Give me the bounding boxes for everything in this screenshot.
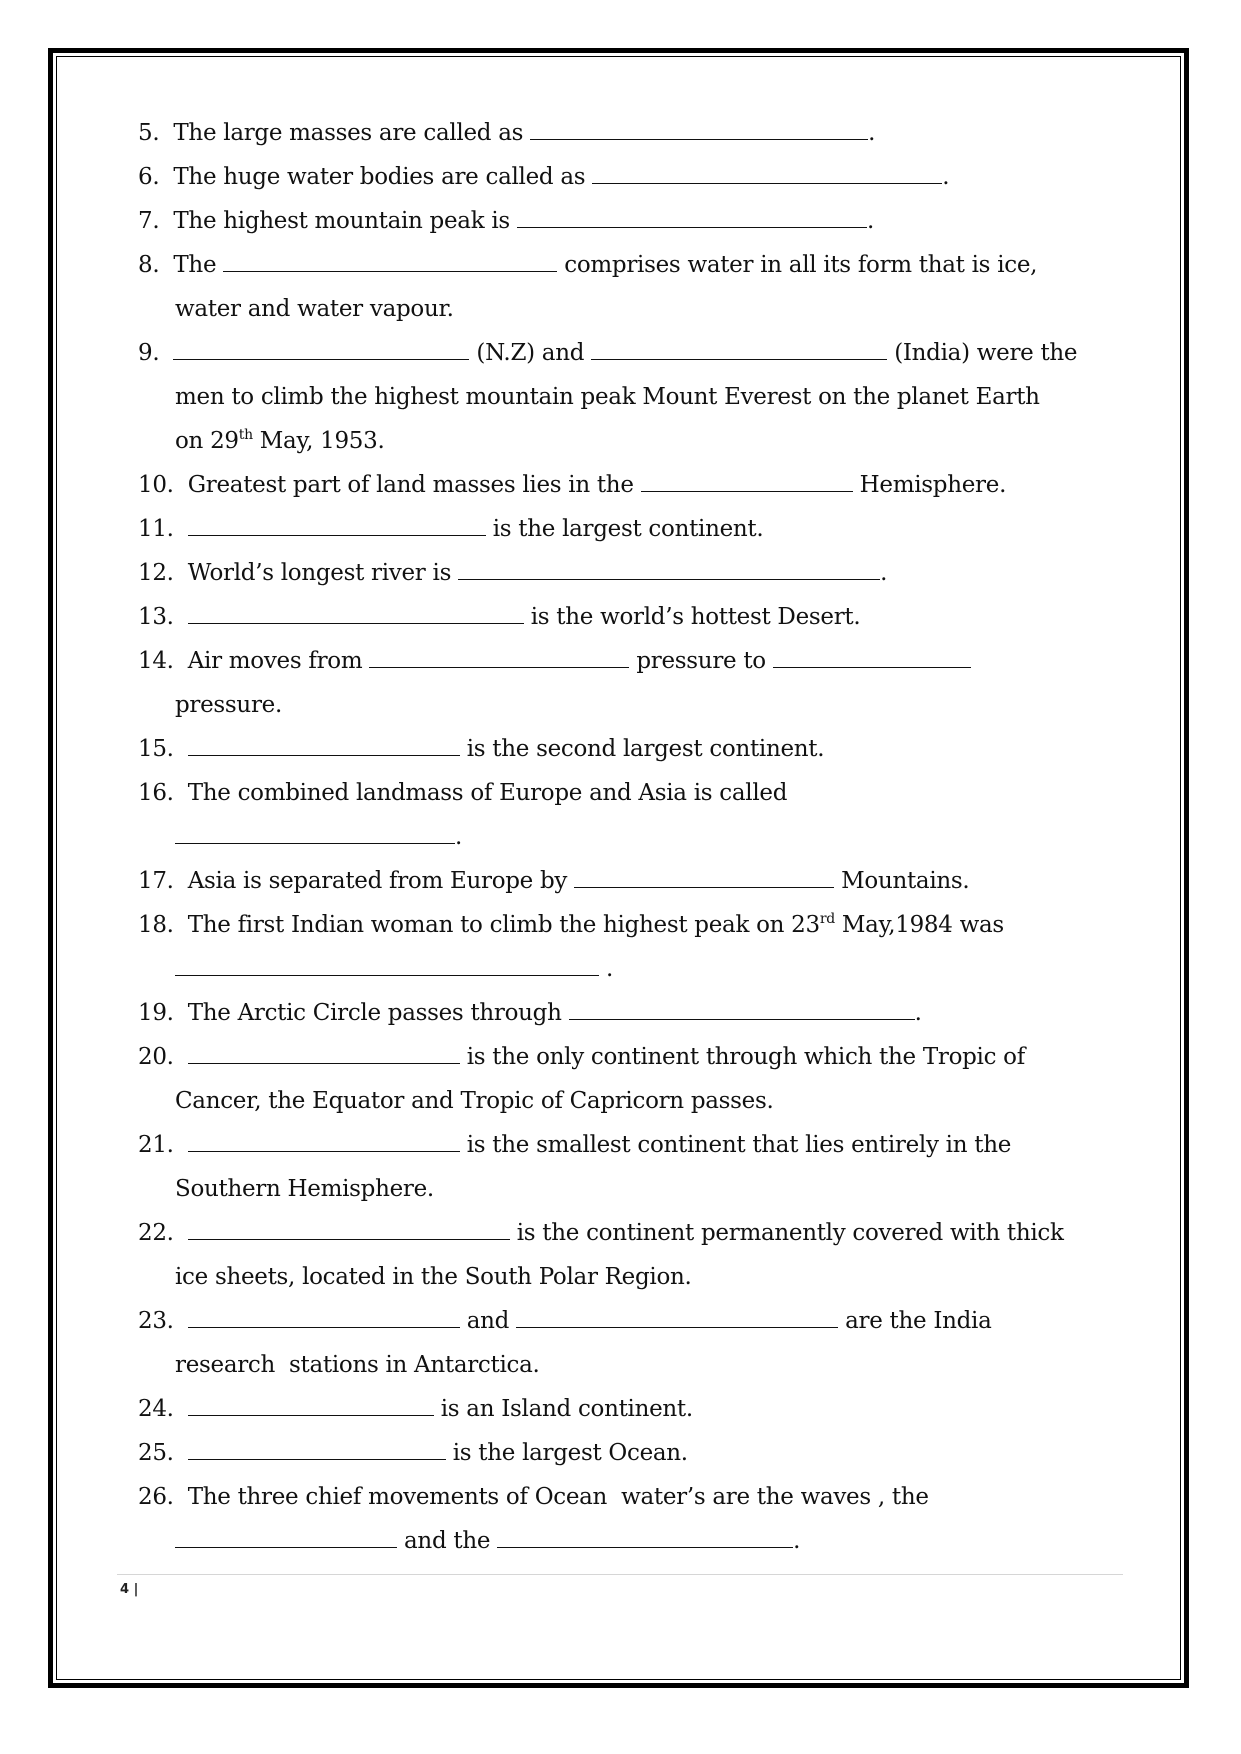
question-22-continued: [175, 1262, 692, 1292]
answer-blank[interactable]: [188, 1439, 446, 1460]
question-number: 16.: [138, 780, 174, 806]
question-text: men to climb the highest mountain peak Mount Everest on the planet Earth: [175, 384, 1040, 410]
question-text: is the only continent through which the Tropic of: [466, 1044, 1025, 1070]
question-text: is the smallest continent that lies entirely in the: [466, 1132, 1012, 1158]
question-text: Hemisphere.: [859, 472, 1007, 498]
question-text: and: [466, 1308, 510, 1334]
question-number: 19.: [138, 1000, 174, 1026]
question-25: [138, 1438, 688, 1468]
ordinal-suffix: rd: [819, 911, 835, 927]
punctuation: .: [942, 164, 950, 190]
question-23: [138, 1306, 992, 1336]
answer-blank[interactable]: [175, 955, 599, 976]
answer-blank[interactable]: [517, 207, 867, 228]
question-text: are the India: [845, 1308, 992, 1334]
question-number: 8.: [138, 252, 160, 278]
answer-blank[interactable]: [175, 1527, 397, 1548]
question-18-continued: [175, 954, 613, 984]
question-24: [138, 1394, 693, 1424]
question-number: 5.: [138, 120, 160, 146]
footer-divider: [117, 1574, 1123, 1575]
question-12: [138, 558, 887, 588]
question-number: 21.: [138, 1132, 174, 1158]
question-number: 7.: [138, 208, 160, 234]
answer-blank[interactable]: [188, 603, 524, 624]
punctuation: .: [866, 208, 874, 234]
question-22: [138, 1218, 1064, 1248]
answer-blank[interactable]: [175, 823, 455, 844]
question-10: [138, 470, 1006, 500]
answer-blank[interactable]: [188, 1043, 460, 1064]
question-text: (N.Z) and: [476, 340, 585, 366]
question-text: The three chief movements of Ocean water’s are the waves , the: [187, 1484, 929, 1510]
answer-blank[interactable]: [188, 1307, 460, 1328]
question-text: Asia is separated from Europe by: [187, 868, 568, 894]
question-text: (India) were the: [894, 340, 1078, 366]
question-text: and the: [404, 1528, 491, 1554]
question-11: [138, 514, 763, 544]
answer-blank[interactable]: [497, 1527, 793, 1548]
answer-blank[interactable]: [188, 735, 460, 756]
answer-blank[interactable]: [188, 1395, 434, 1416]
question-text: The Arctic Circle passes through: [187, 1000, 562, 1026]
punctuation: .: [880, 560, 888, 586]
question-number: 14.: [138, 648, 174, 674]
answer-blank[interactable]: [188, 1131, 460, 1152]
page-number: 4 |: [120, 1582, 139, 1597]
question-text: comprises water in all its form that is ice,: [564, 252, 1038, 278]
question-number: 22.: [138, 1220, 174, 1246]
question-number: 17.: [138, 868, 174, 894]
question-18: [138, 910, 1004, 940]
question-7: [138, 206, 874, 236]
punctuation: .: [455, 824, 463, 850]
question-9: [138, 338, 1077, 368]
punctuation: .: [914, 1000, 922, 1026]
question-text: Cancer, the Equator and Tropic of Capricorn passes.: [175, 1088, 774, 1114]
question-26-continued: [175, 1526, 800, 1556]
question-16-continued: [175, 822, 462, 852]
question-text: The highest mountain peak is: [173, 208, 510, 234]
question-text: is the largest continent.: [492, 516, 764, 542]
question-number: 20.: [138, 1044, 174, 1070]
question-text: ice sheets, located in the South Polar Region.: [175, 1264, 692, 1290]
answer-blank[interactable]: [569, 999, 915, 1020]
question-26: [138, 1482, 929, 1512]
question-text: The: [173, 252, 217, 278]
question-number: 15.: [138, 736, 174, 762]
question-21: [138, 1130, 1011, 1160]
question-23-continued: [175, 1350, 540, 1380]
answer-blank[interactable]: [641, 471, 853, 492]
question-text: is an Island continent.: [440, 1396, 693, 1422]
question-text: is the continent permanently covered with thick: [516, 1220, 1064, 1246]
question-text: The large masses are called as: [173, 120, 524, 146]
question-number: 25.: [138, 1440, 174, 1466]
question-14: [138, 646, 971, 676]
question-text: on 29: [175, 428, 239, 454]
question-text: May, 1953.: [252, 428, 385, 454]
answer-blank[interactable]: [223, 251, 557, 272]
question-number: 11.: [138, 516, 174, 542]
punctuation: .: [868, 120, 876, 146]
question-number: 12.: [138, 560, 174, 586]
question-text: water and water vapour.: [175, 296, 454, 322]
question-5: [138, 118, 875, 148]
answer-blank[interactable]: [458, 559, 880, 580]
question-text: The huge water bodies are called as: [173, 164, 586, 190]
question-13: [138, 602, 860, 632]
question-text: May,1984 was: [834, 912, 1004, 938]
question-text: pressure.: [175, 692, 282, 718]
question-14-continued: [175, 690, 282, 720]
question-number: 9.: [138, 340, 160, 366]
ordinal-suffix: th: [238, 427, 253, 443]
answer-blank[interactable]: [574, 867, 834, 888]
answer-blank[interactable]: [188, 515, 486, 536]
question-text: Mountains.: [841, 868, 970, 894]
question-16: [138, 778, 787, 808]
punctuation: .: [599, 956, 614, 982]
question-text: pressure to: [636, 648, 766, 674]
question-text: is the second largest continent.: [466, 736, 825, 762]
question-text: is the largest Ocean.: [452, 1440, 688, 1466]
question-20: [138, 1042, 1025, 1072]
question-number: 13.: [138, 604, 174, 630]
question-number: 10.: [138, 472, 174, 498]
question-8: [138, 250, 1037, 280]
question-8-continued: [175, 294, 454, 324]
answer-blank[interactable]: [173, 339, 469, 360]
question-text: Southern Hemisphere.: [175, 1176, 434, 1202]
question-9-continued: [175, 382, 1040, 412]
question-text: The combined landmass of Europe and Asia is called: [187, 780, 788, 806]
question-number: 23.: [138, 1308, 174, 1334]
question-number: 18.: [138, 912, 174, 938]
answer-blank[interactable]: [773, 647, 971, 668]
question-text: World’s longest river is: [187, 560, 452, 586]
question-number: 26.: [138, 1484, 174, 1510]
question-text: Greatest part of land masses lies in the: [187, 472, 634, 498]
question-21-continued: [175, 1174, 434, 1204]
question-text: is the world’s hottest Desert.: [530, 604, 861, 630]
question-15: [138, 734, 824, 764]
answer-blank[interactable]: [516, 1307, 838, 1328]
question-9-date: [175, 426, 384, 456]
question-20-continued: [175, 1086, 774, 1116]
question-6: [138, 162, 949, 192]
question-17: [138, 866, 969, 896]
question-text: The first Indian woman to climb the highest peak on 23: [187, 912, 820, 938]
question-19: [138, 998, 922, 1028]
question-number: 6.: [138, 164, 160, 190]
question-number: 24.: [138, 1396, 174, 1422]
question-text: Air moves from: [187, 648, 363, 674]
answer-blank[interactable]: [591, 339, 887, 360]
answer-blank[interactable]: [188, 1219, 510, 1240]
answer-blank[interactable]: [530, 119, 868, 140]
answer-blank[interactable]: [592, 163, 942, 184]
question-text: research stations in Antarctica.: [175, 1352, 540, 1378]
answer-blank[interactable]: [369, 647, 629, 668]
punctuation: .: [793, 1528, 801, 1554]
